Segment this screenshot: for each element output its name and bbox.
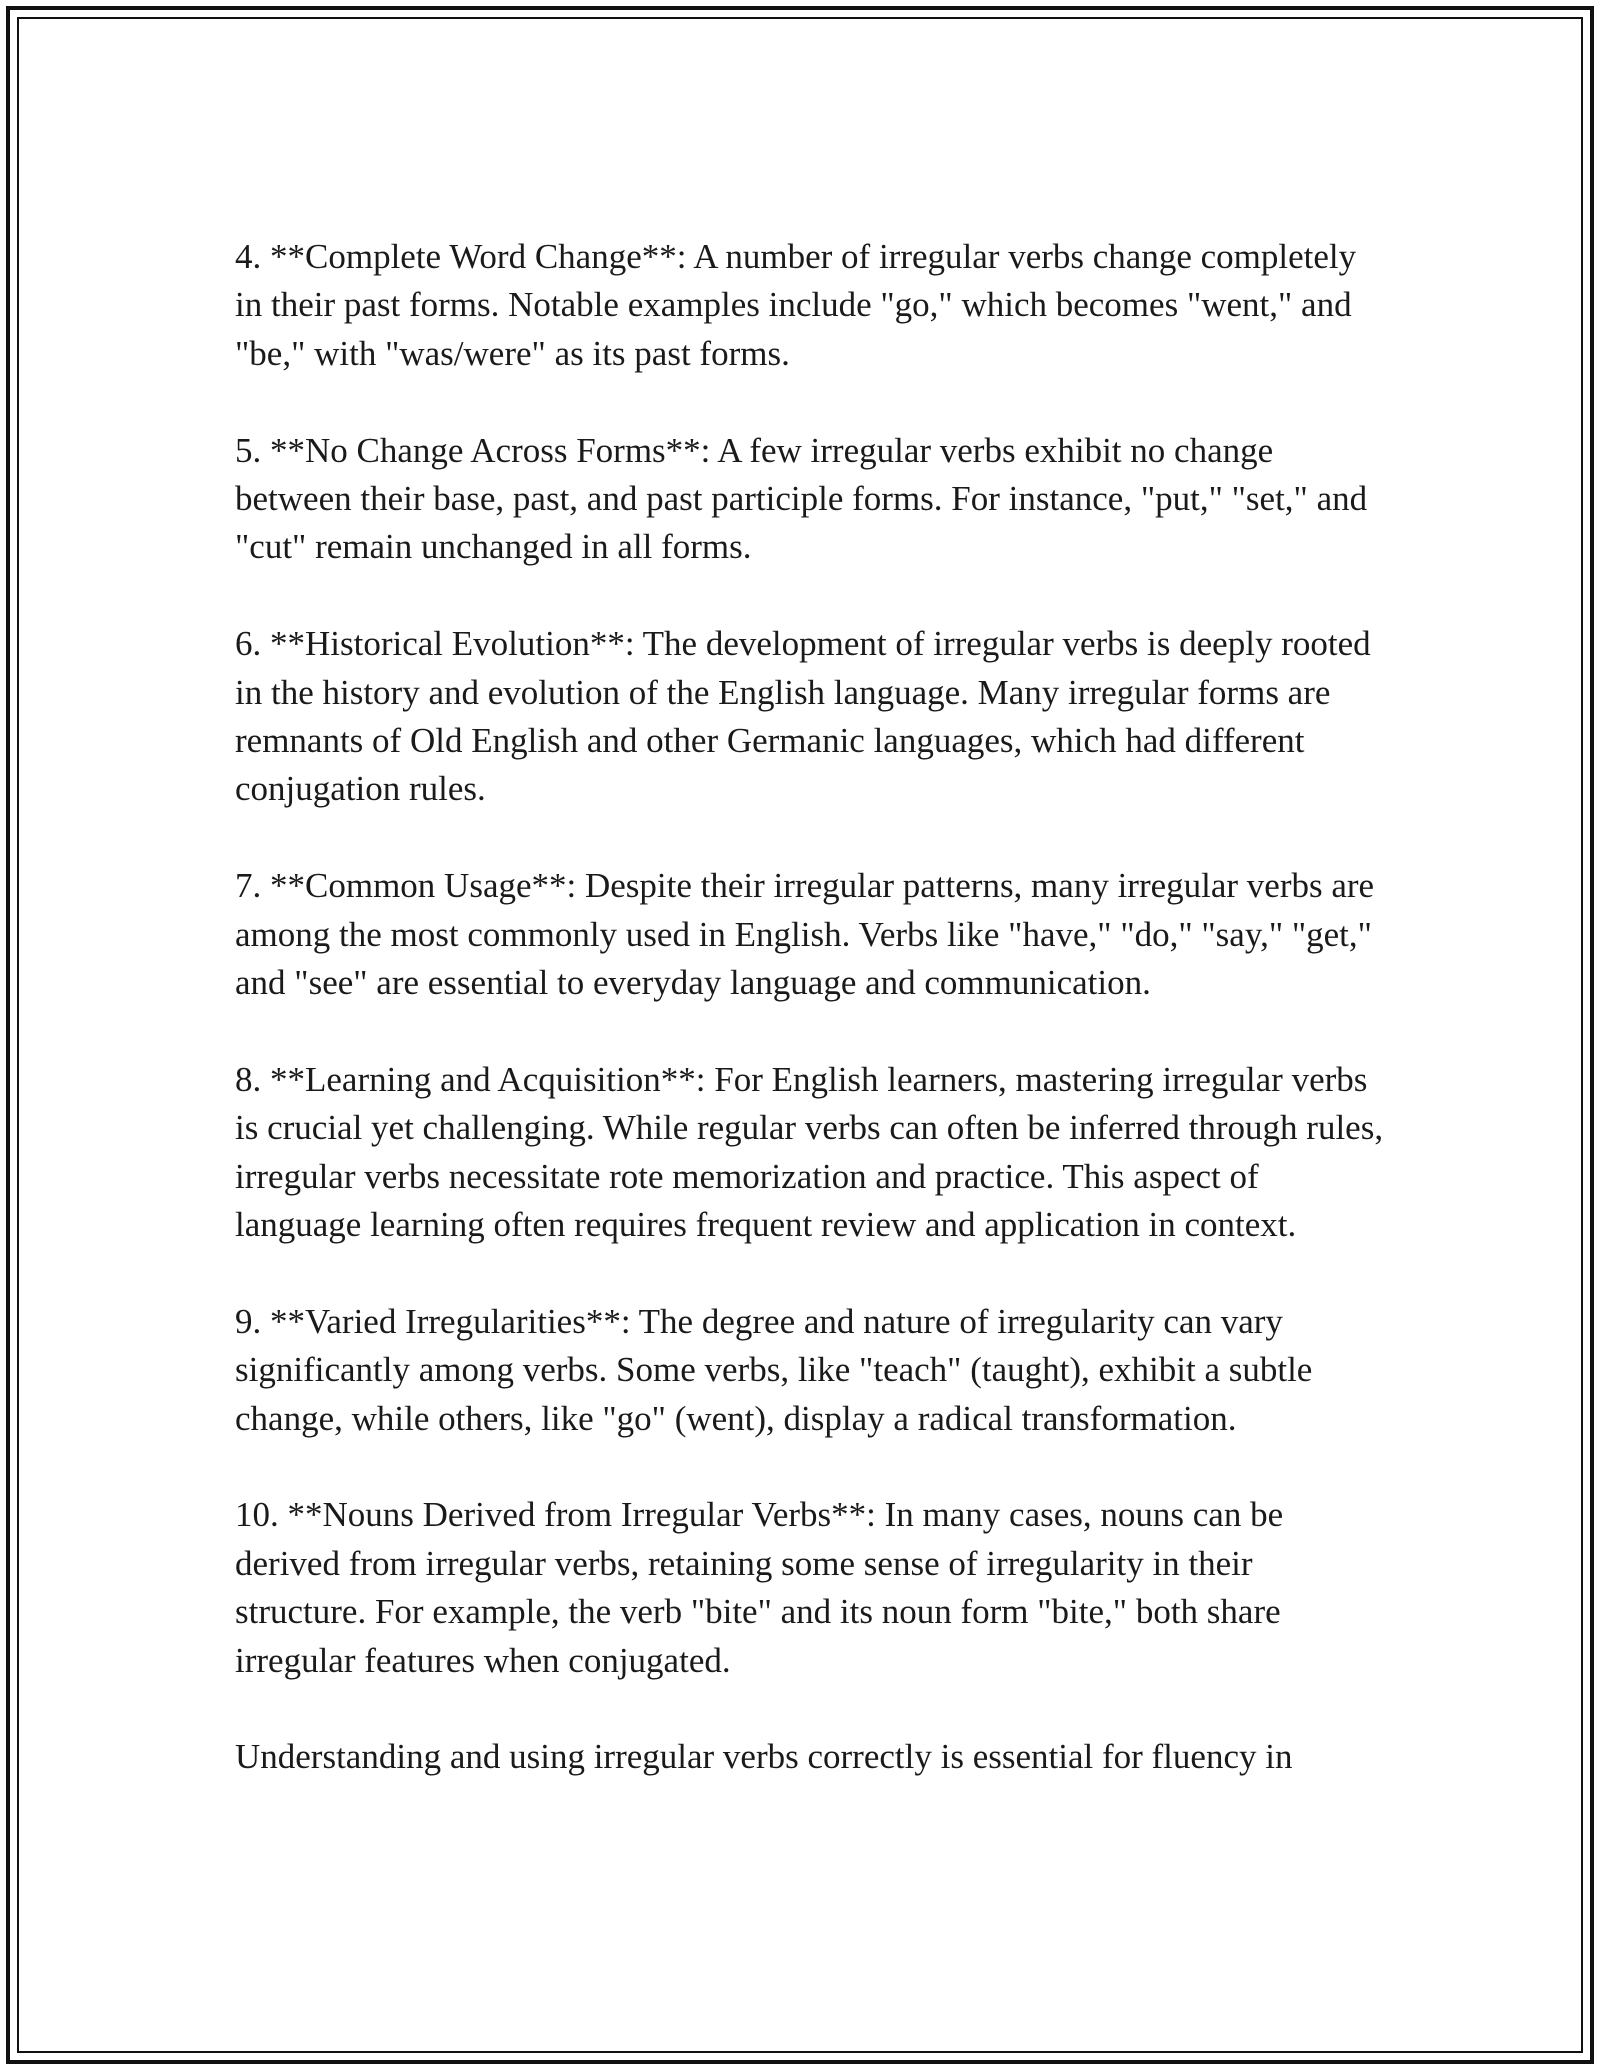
document-body bbox=[235, 233, 1385, 1782]
paragraph-conclusion: Understanding and using irregular verbs correctly is essential for fluency in bbox=[235, 1737, 1293, 1777]
paragraph-common-usage: 7. **Common Usage**: Despite their irregular patterns, many irregular verbs are among the most commonly used in English. Verbs like "have," "do," "say," "get," and "see" are essential to everyday language and communication. bbox=[235, 866, 1375, 1003]
paragraph-learning-and-acquisition: 8. **Learning and Acquisition**: For English learners, mastering irregular verbs is crucial yet challenging. While regular verbs can often be inferred through rules, irregular verbs necessitate rote memorization and practice. This aspect of language learning often requires frequent review and application in context. bbox=[235, 1059, 1384, 1245]
paragraph-historical-evolution: 6. **Historical Evolution**: The development of irregular verbs is deeply rooted in the history and evolution of the English language. Many irregular forms are remnants of Old English and other Germanic languages, which had different conjugation rules. bbox=[235, 624, 1371, 809]
paragraph-nouns-derived: 10. **Nouns Derived from Irregular Verbs**: In many cases, nouns can be derived from irregular verbs, retaining some sense of irregularity in their structure. For example, the verb "bite" and its noun form "bite," both share irregular features when conjugated. bbox=[235, 1495, 1284, 1680]
paragraph-varied-irregularities: 9. **Varied Irregularities**: The degree and nature of irregularity can vary significantly among verbs. Some verbs, like "teach" (taught), exhibit a subtle change, while others, like "go" (went), display a radical transformation. bbox=[235, 1301, 1313, 1438]
paragraph-complete-word-change: 4. **Complete Word Change**: A number of irregular verbs change completely in their past forms. Notable examples include "go," which becomes "went," and "be," with "was/were" as its past forms. bbox=[235, 237, 1357, 373]
paragraph-no-change-across-forms: 5. **No Change Across Forms**: A few irregular verbs exhibit no change between their base, past, and past participle forms. For instance, "put," "set," and "cut" remain unchanged in all forms. bbox=[235, 430, 1368, 567]
